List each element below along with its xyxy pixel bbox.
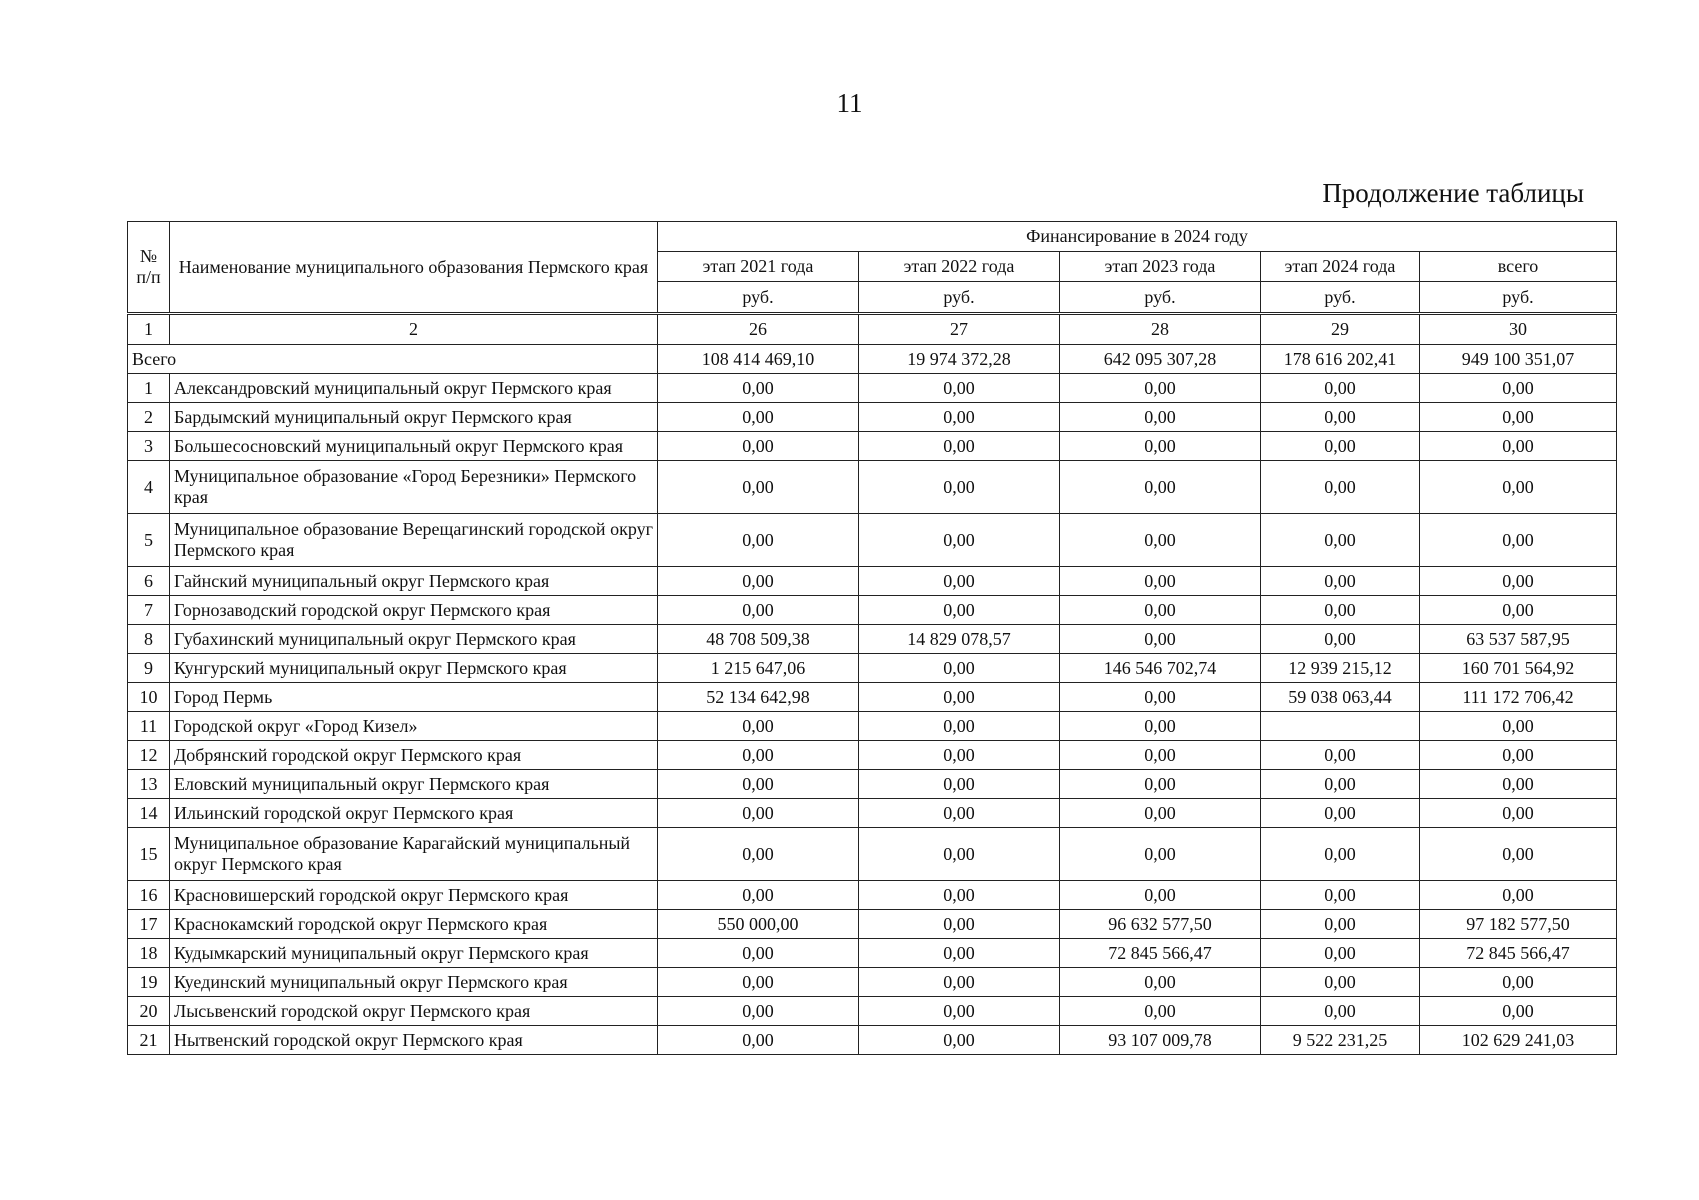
header-stage-2021: этап 2021 года <box>658 252 859 282</box>
table-row <box>128 461 1617 514</box>
column-number: 29 <box>1261 314 1420 345</box>
financing-value <box>1261 712 1420 741</box>
financing-value: 0,00 <box>1261 997 1420 1026</box>
header-stage-2022: этап 2022 года <box>859 252 1060 282</box>
continuation-title: Продолжение таблицы <box>1322 178 1584 208</box>
table-row <box>128 881 1617 910</box>
total-label: Всего <box>128 345 658 374</box>
financing-value: 0,00 <box>1060 374 1261 403</box>
municipality-name: Кунгурский муниципальный округ Пермского края <box>170 654 658 683</box>
financing-value: 0,00 <box>859 654 1060 683</box>
financing-value: 0,00 <box>1060 514 1261 567</box>
municipality-name: Гайнский муниципальный округ Пермского края <box>170 567 658 596</box>
financing-value: 0,00 <box>658 828 859 881</box>
table-row <box>128 712 1617 741</box>
row-number: 1 <box>128 374 170 403</box>
financing-value: 0,00 <box>658 514 859 567</box>
total-value: 949 100 351,07 <box>1420 345 1617 374</box>
financing-value: 0,00 <box>1420 461 1617 514</box>
financing-value: 0,00 <box>1261 770 1420 799</box>
financing-value: 0,00 <box>1261 461 1420 514</box>
financing-value: 0,00 <box>1420 596 1617 625</box>
page-number: 11 <box>836 88 863 118</box>
financing-value: 0,00 <box>1420 514 1617 567</box>
table-row <box>128 828 1617 881</box>
financing-value: 0,00 <box>1060 712 1261 741</box>
financing-value: 14 829 078,57 <box>859 625 1060 654</box>
financing-value: 0,00 <box>1420 770 1617 799</box>
row-number: 19 <box>128 968 170 997</box>
financing-value: 0,00 <box>1420 403 1617 432</box>
municipality-name: Горнозаводский городской округ Пермского края <box>170 596 658 625</box>
financing-value: 0,00 <box>658 567 859 596</box>
row-number: 6 <box>128 567 170 596</box>
total-value: 108 414 469,10 <box>658 345 859 374</box>
row-number: 8 <box>128 625 170 654</box>
financing-value: 0,00 <box>1420 968 1617 997</box>
municipality-name: Муниципальное образование Карагайский муниципальный округ Пермского края <box>170 828 658 881</box>
financing-value: 0,00 <box>1060 567 1261 596</box>
total-value: 642 095 307,28 <box>1060 345 1261 374</box>
row-number: 18 <box>128 939 170 968</box>
financing-value: 0,00 <box>1060 799 1261 828</box>
financing-value: 0,00 <box>658 968 859 997</box>
municipality-name: Бардымский муниципальный округ Пермского края <box>170 403 658 432</box>
column-number: 28 <box>1060 314 1261 345</box>
table-row <box>128 514 1617 567</box>
table-row <box>128 910 1617 939</box>
column-number: 2 <box>170 314 658 345</box>
total-value: 19 974 372,28 <box>859 345 1060 374</box>
financing-value: 0,00 <box>859 683 1060 712</box>
financing-value: 0,00 <box>1261 567 1420 596</box>
row-number: 13 <box>128 770 170 799</box>
financing-value: 0,00 <box>859 770 1060 799</box>
municipality-name: Лысьвенский городской округ Пермского края <box>170 997 658 1026</box>
column-numbers-row <box>128 314 1617 345</box>
header-stage-2024: этап 2024 года <box>1261 252 1420 282</box>
financing-value: 0,00 <box>1261 514 1420 567</box>
financing-value: 0,00 <box>1420 799 1617 828</box>
row-number: 3 <box>128 432 170 461</box>
table-row <box>128 799 1617 828</box>
financing-value: 9 522 231,25 <box>1261 1026 1420 1055</box>
financing-value: 0,00 <box>1060 770 1261 799</box>
table-row <box>128 683 1617 712</box>
financing-value: 0,00 <box>658 461 859 514</box>
financing-value: 0,00 <box>859 596 1060 625</box>
row-number: 10 <box>128 683 170 712</box>
financing-value: 0,00 <box>1060 683 1261 712</box>
financing-value: 96 632 577,50 <box>1060 910 1261 939</box>
financing-value: 0,00 <box>658 596 859 625</box>
municipality-name: Красновишерский городской округ Пермского края <box>170 881 658 910</box>
financing-value: 0,00 <box>859 461 1060 514</box>
table-row <box>128 939 1617 968</box>
financing-value: 0,00 <box>859 741 1060 770</box>
municipality-name: Ильинский городской округ Пермского края <box>170 799 658 828</box>
financing-value: 0,00 <box>658 1026 859 1055</box>
financing-value: 0,00 <box>859 828 1060 881</box>
financing-value: 0,00 <box>859 567 1060 596</box>
municipality-name: Муниципальное образование «Город Березники» Пермского края <box>170 461 658 514</box>
financing-value: 0,00 <box>658 770 859 799</box>
row-number: 14 <box>128 799 170 828</box>
column-number: 1 <box>128 314 170 345</box>
table-row <box>128 625 1617 654</box>
row-number: 4 <box>128 461 170 514</box>
financing-value: 0,00 <box>859 403 1060 432</box>
header-stage-2023: этап 2023 года <box>1060 252 1261 282</box>
table-row <box>128 770 1617 799</box>
financing-value: 1 215 647,06 <box>658 654 859 683</box>
financing-value: 0,00 <box>1261 374 1420 403</box>
table-row <box>128 997 1617 1026</box>
row-number: 5 <box>128 514 170 567</box>
financing-value: 146 546 702,74 <box>1060 654 1261 683</box>
financing-value: 0,00 <box>1261 741 1420 770</box>
financing-value: 0,00 <box>1420 374 1617 403</box>
financing-value: 0,00 <box>859 939 1060 968</box>
column-number: 27 <box>859 314 1060 345</box>
financing-value: 0,00 <box>658 432 859 461</box>
table-row <box>128 374 1617 403</box>
municipality-name: Краснокамский городской округ Пермского края <box>170 910 658 939</box>
financing-value: 48 708 509,38 <box>658 625 859 654</box>
financing-value: 0,00 <box>1420 741 1617 770</box>
table-row <box>128 741 1617 770</box>
financing-value: 0,00 <box>1060 625 1261 654</box>
financing-value: 0,00 <box>859 374 1060 403</box>
row-number: 11 <box>128 712 170 741</box>
financing-value: 0,00 <box>859 968 1060 997</box>
financing-value: 12 939 215,12 <box>1261 654 1420 683</box>
financing-value: 72 845 566,47 <box>1420 939 1617 968</box>
total-row <box>128 345 1617 374</box>
row-number: 20 <box>128 997 170 1026</box>
municipality-name: Нытвенский городской округ Пермского края <box>170 1026 658 1055</box>
financing-value: 0,00 <box>1420 828 1617 881</box>
financing-value: 0,00 <box>1261 432 1420 461</box>
municipality-name: Губахинский муниципальный округ Пермского края <box>170 625 658 654</box>
financing-value: 0,00 <box>1261 828 1420 881</box>
financing-table <box>127 221 1617 1055</box>
table-row <box>128 654 1617 683</box>
financing-value: 0,00 <box>1261 403 1420 432</box>
financing-value: 0,00 <box>658 939 859 968</box>
municipality-name: Город Пермь <box>170 683 658 712</box>
financing-value: 0,00 <box>1261 939 1420 968</box>
header-unit: руб. <box>1060 282 1261 314</box>
header-financing-group: Финансирование в 2024 году <box>658 222 1617 252</box>
financing-value: 0,00 <box>1060 741 1261 770</box>
header-name-col: Наименование муниципального образования Пермского края <box>170 222 658 314</box>
table-row <box>128 403 1617 432</box>
financing-value: 93 107 009,78 <box>1060 1026 1261 1055</box>
header-unit: руб. <box>658 282 859 314</box>
financing-value: 0,00 <box>859 997 1060 1026</box>
financing-value: 111 172 706,42 <box>1420 683 1617 712</box>
financing-value: 0,00 <box>1261 910 1420 939</box>
municipality-name: Городской округ «Город Кизел» <box>170 712 658 741</box>
row-number: 9 <box>128 654 170 683</box>
financing-value: 0,00 <box>1060 461 1261 514</box>
financing-value: 59 038 063,44 <box>1261 683 1420 712</box>
financing-value: 0,00 <box>1060 432 1261 461</box>
financing-value: 0,00 <box>859 432 1060 461</box>
financing-value: 0,00 <box>1261 968 1420 997</box>
header-unit: руб. <box>1420 282 1617 314</box>
financing-value: 0,00 <box>1060 881 1261 910</box>
financing-value: 0,00 <box>1420 712 1617 741</box>
financing-value: 0,00 <box>1420 881 1617 910</box>
header-unit: руб. <box>859 282 1060 314</box>
financing-value: 0,00 <box>658 881 859 910</box>
table-row <box>128 968 1617 997</box>
financing-value: 0,00 <box>1261 596 1420 625</box>
financing-value: 0,00 <box>859 799 1060 828</box>
municipality-name: Большесосновский муниципальный округ Пермского края <box>170 432 658 461</box>
row-number: 2 <box>128 403 170 432</box>
table-row <box>128 596 1617 625</box>
row-number: 16 <box>128 881 170 910</box>
financing-value: 0,00 <box>1261 799 1420 828</box>
row-number: 21 <box>128 1026 170 1055</box>
financing-value: 102 629 241,03 <box>1420 1026 1617 1055</box>
financing-value: 0,00 <box>658 741 859 770</box>
financing-value: 0,00 <box>1420 567 1617 596</box>
municipality-name: Муниципальное образование Верещагинский городской округ Пермского края <box>170 514 658 567</box>
financing-value: 0,00 <box>859 514 1060 567</box>
financing-value: 0,00 <box>658 403 859 432</box>
row-number: 17 <box>128 910 170 939</box>
column-number: 30 <box>1420 314 1617 345</box>
header-num-col: № п/п <box>128 222 170 314</box>
financing-value: 0,00 <box>1060 596 1261 625</box>
municipality-name: Еловский муниципальный округ Пермского края <box>170 770 658 799</box>
municipality-name: Александровский муниципальный округ Пермского края <box>170 374 658 403</box>
financing-value: 0,00 <box>1060 403 1261 432</box>
financing-value: 0,00 <box>1420 997 1617 1026</box>
row-number: 7 <box>128 596 170 625</box>
municipality-name: Добрянский городской округ Пермского края <box>170 741 658 770</box>
financing-value: 0,00 <box>859 881 1060 910</box>
financing-value: 0,00 <box>1261 625 1420 654</box>
financing-value: 0,00 <box>658 712 859 741</box>
financing-value: 550 000,00 <box>658 910 859 939</box>
financing-value: 0,00 <box>1060 828 1261 881</box>
row-number: 15 <box>128 828 170 881</box>
table-row <box>128 432 1617 461</box>
financing-value: 0,00 <box>859 910 1060 939</box>
financing-value: 0,00 <box>1060 968 1261 997</box>
financing-value: 0,00 <box>1261 881 1420 910</box>
municipality-name: Куединский муниципальный округ Пермского края <box>170 968 658 997</box>
column-number: 26 <box>658 314 859 345</box>
financing-value: 0,00 <box>658 374 859 403</box>
financing-value: 0,00 <box>859 1026 1060 1055</box>
row-number: 12 <box>128 741 170 770</box>
financing-value: 72 845 566,47 <box>1060 939 1261 968</box>
financing-value: 52 134 642,98 <box>658 683 859 712</box>
table-row <box>128 1026 1617 1055</box>
total-value: 178 616 202,41 <box>1261 345 1420 374</box>
financing-value: 0,00 <box>859 712 1060 741</box>
financing-value: 0,00 <box>658 997 859 1026</box>
financing-value: 0,00 <box>658 799 859 828</box>
financing-value: 97 182 577,50 <box>1420 910 1617 939</box>
table-row <box>128 567 1617 596</box>
financing-value: 63 537 587,95 <box>1420 625 1617 654</box>
financing-value: 160 701 564,92 <box>1420 654 1617 683</box>
financing-value: 0,00 <box>1420 432 1617 461</box>
municipality-name: Кудымкарский муниципальный округ Пермского края <box>170 939 658 968</box>
header-stage-total: всего <box>1420 252 1617 282</box>
financing-value: 0,00 <box>1060 997 1261 1026</box>
header-unit: руб. <box>1261 282 1420 314</box>
